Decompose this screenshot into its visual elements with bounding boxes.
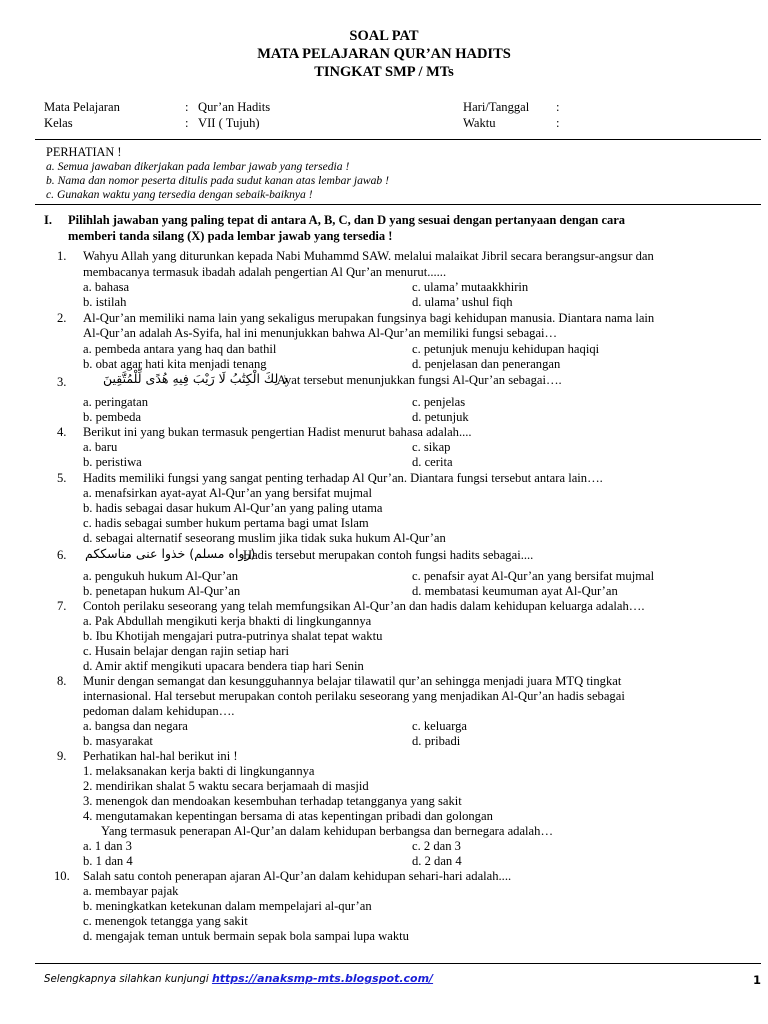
option-c: c. menengok tetangga yang sakit <box>83 914 248 928</box>
mapel-label: Mata Pelajaran <box>44 100 120 114</box>
waktu-label: Waktu <box>463 116 496 130</box>
hari-label: Hari/Tanggal <box>463 100 530 114</box>
mapel-value: Qur’an Hadits <box>198 100 271 114</box>
question-number: 3. <box>57 375 67 389</box>
question-number: 6. <box>57 548 67 562</box>
question-number: 9. <box>57 749 67 763</box>
question-number: 10. <box>54 869 70 883</box>
question-text: Salah satu contoh penerapan ajaran Al-Qur’an dalam kehidupan sehari-hari adalah.... <box>83 869 512 883</box>
option-a: a. pembeda antara yang haq dan bathil <box>83 342 277 356</box>
section-number: I. <box>44 213 52 227</box>
kelas-value: VII ( Tujuh) <box>198 116 260 130</box>
section-instruction-line1: Pilihlah jawaban yang paling tepat di antara A, B, C, dan D yang sesuai dengan pertanyaan dengan cara <box>68 213 626 227</box>
option-a: a. 1 dan 3 <box>83 839 132 853</box>
option-c: c. petunjuk menuju kehidupan haqiqi <box>412 342 600 356</box>
waktu-sep: : <box>556 116 560 130</box>
option-b: b. hadis sebagai dasar hukum Al-Qur’an yang paling utama <box>83 501 383 515</box>
option-c: c. penjelas <box>412 395 466 409</box>
section-instruction-line2: memberi tanda silang (X) pada lembar jawab yang tersedia ! <box>68 229 393 243</box>
option-a: a. Pak Abdullah mengikuti kerja bhakti di lingkungannya <box>83 614 372 628</box>
doc-title-2: MATA PELAJARAN QUR’AN HADITS <box>257 46 511 62</box>
hari-sep: : <box>556 100 560 114</box>
option-b: b. penetapan hukum Al-Qur’an <box>83 584 241 598</box>
question-number: 1. <box>57 249 67 263</box>
option-d: d. Amir aktif mengikuti upacara bendera tiap hari Senin <box>83 659 364 673</box>
option-d: d. pribadi <box>412 734 461 748</box>
question-text: Al-Qur’an memiliki nama lain yang sekaligus merupakan fungsinya bagi kehidupan manusia. Diantara nama lain <box>83 311 655 325</box>
option-c: c. penafsir ayat Al-Qur’an yang bersifat mujmal <box>412 569 655 583</box>
question-text: Munir dengan semangat dan kesungguhannya belajar tilawatil qur’an sehingga menjadi juara MTQ tingkat <box>83 674 622 688</box>
option-a: a. bangsa dan negara <box>83 719 188 733</box>
doc-title-3: TINGKAT SMP / MTs <box>314 64 454 80</box>
question-number: 8. <box>57 674 67 688</box>
arabic-hadith: (رواه مسلم) خذوا عنى مناسككم <box>85 546 256 561</box>
question-text: pedoman dalam kehidupan…. <box>83 704 235 718</box>
mapel-sep: : <box>185 100 189 114</box>
perhatian-item: c. Gunakan waktu yang tersedia dengan sebaik-baiknya ! <box>46 188 313 201</box>
option-d: d. sebagai alternatif seseorang muslim jika tidak suka hukum Al-Qur’an <box>83 531 446 545</box>
option-a: a. bahasa <box>83 280 130 294</box>
question-text: Hadits memiliki fungsi yang sangat penting terhadap Al Qur’an. Diantara fungsi tersebut antara lain…. <box>83 471 603 485</box>
question-text: Contoh perilaku seseorang yang telah memfungsikan Al-Qur’an dan hadis dalam kehidupan keluarga adalah…. <box>83 599 645 613</box>
option-d: d. membatasi keumuman ayat Al-Qur’an <box>412 584 618 598</box>
statement-item: 3. menengok dan mendoakan kesembuhan terhadap tetangganya yang sakit <box>83 794 462 808</box>
question-number: 2. <box>57 311 67 325</box>
option-b: b. meningkatkan ketekunan dalam mempelajari al-qur’an <box>83 899 372 913</box>
option-d: d. cerita <box>412 455 453 469</box>
footer <box>44 972 433 985</box>
statement-item: 4. mengutamakan kepentingan bersama di atas kepentingan pribadi dan golongan <box>83 809 493 823</box>
question-text: internasional. Hal tersebut merupakan contoh perilaku seseorang yang menjadikan Al-Qur’an hadis sebagai <box>83 689 625 703</box>
question-number: 5. <box>57 471 67 485</box>
question-text: Berikut ini yang bukan termasuk pengertian Hadist menurut bahasa adalah.... <box>83 425 472 439</box>
option-c: c. 2 dan 3 <box>412 839 461 853</box>
kelas-label: Kelas <box>44 116 73 130</box>
perhatian-item: a. Semua jawaban dikerjakan pada lembar jawab yang tersedia ! <box>46 160 350 173</box>
question-number: 4. <box>57 425 67 439</box>
option-c: c. sikap <box>412 440 451 454</box>
option-b: b. obat agar hati kita menjadi tenang <box>83 357 267 371</box>
perhatian-item: b. Nama dan nomor peserta ditulis pada sudut kanan atas lembar jawab ! <box>46 174 389 187</box>
footer-text: Selengkapnya silahkan kunjungi <box>44 974 212 985</box>
option-b: b. pembeda <box>83 410 142 424</box>
option-b: b. Ibu Khotijah mengajari putra-putrinya shalat tepat waktu <box>83 629 383 643</box>
perhatian-heading: PERHATIAN ! <box>46 145 122 159</box>
question-text: Yang termasuk penerapan Al-Qur’an dalam kehidupan berbangsa dan bernegara adalah… <box>101 824 554 838</box>
option-a: a. membayar pajak <box>83 884 179 898</box>
question-text: Hadis tersebut merupakan contoh fungsi hadits sebagai.... <box>243 548 534 562</box>
option-a: a. baru <box>83 440 118 454</box>
arabic-verse: ذ لِكَ الْكِتَٰبُ لَا رَيْبَ فِيهِ هُدًى لِّلْمُتَّقِينَ <box>103 371 288 386</box>
footer-divider <box>35 963 761 964</box>
statement-item: 1. melaksanakan kerja bakti di lingkungannya <box>83 764 315 778</box>
kelas-sep: : <box>185 116 189 130</box>
page-number: 1 <box>753 973 762 987</box>
option-b: b. peristiwa <box>83 455 142 469</box>
option-b: b. istilah <box>83 295 127 309</box>
question-text: Al-Qur’an adalah As-Syifa, hal ini menunjukkan bahwa Al-Qur’an memiliki fungsi sebagai… <box>83 326 558 340</box>
option-a: a. menafsirkan ayat-ayat Al-Qur’an yang bersifat mujmal <box>83 486 372 500</box>
doc-title-1: SOAL PAT <box>349 28 419 44</box>
question-text: Wahyu Allah yang diturunkan kepada Nabi Muhammd SAW. melalui malaikat Jibril secara berangsur-angsur dan <box>83 249 654 263</box>
question-text: membacanya termasuk ibadah adalah pengertian Al Qur’an menurut...... <box>83 265 447 279</box>
option-b: b. 1 dan 4 <box>83 854 133 868</box>
option-a: a. pengukuh hukum Al-Qur’an <box>83 569 239 583</box>
question-text: Ayat tersebut menunjukkan fungsi Al-Qur’an sebagai…. <box>277 373 562 387</box>
option-c: c. ulama’ mutaakkhirin <box>412 280 529 294</box>
option-d: d. ulama’ ushul fiqh <box>412 295 513 309</box>
footer-link[interactable]: https://anaksmp-mts.blogspot.com/ <box>211 972 434 985</box>
option-b: b. masyarakat <box>83 734 153 748</box>
option-d: d. mengajak teman untuk bermain sepak bola sampai lupa waktu <box>83 929 409 943</box>
option-c: c. hadis sebagai sumber hukum pertama bagi umat Islam <box>83 516 369 530</box>
option-c: c. Husain belajar dengan rajin setiap hari <box>83 644 289 658</box>
option-d: d. penjelasan dan penerangan <box>412 357 561 371</box>
option-d: d. 2 dan 4 <box>412 854 462 868</box>
option-a: a. peringatan <box>83 395 149 409</box>
option-d: d. petunjuk <box>412 410 469 424</box>
statement-item: 2. mendirikan shalat 5 waktu secara berjamaah di masjid <box>83 779 369 793</box>
question-number: 7. <box>57 599 67 613</box>
option-c: c. keluarga <box>412 719 468 733</box>
question-text: Perhatikan hal-hal berikut ini ! <box>83 749 238 763</box>
